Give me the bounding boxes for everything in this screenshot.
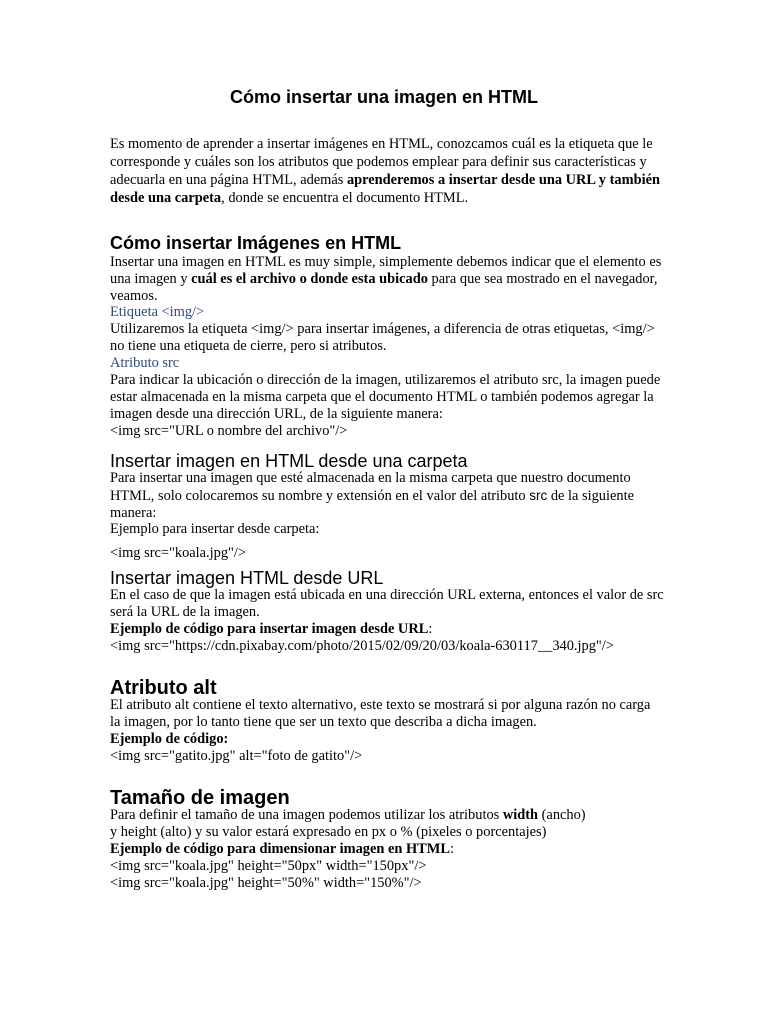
section1-text-end: para que sea mostrado en el navegador, veamos. [110, 271, 658, 304]
intro-text: Es momento de aprender a insertar imágenes en HTML, conozcamos cuál es la etiqueta que le corresponde y cuáles son los atributos que podemos emplear para definir sus características y adecuarla en una página HTML, además [110, 136, 653, 188]
section-heading-insertar-imagenes: Cómo insertar Imágenes en HTML [110, 233, 402, 253]
page-title: Cómo insertar una imagen en HTML [229, 87, 539, 107]
section3-example-bold: Ejemplo de código para insertar imagen desde URL [110, 621, 429, 637]
section2-src-code: src [529, 488, 548, 503]
code-example-gatito: <img src="gatito.jpg" alt="foto de gatito"/> [110, 748, 363, 764]
section5-example-bold: Ejemplo de código para dimensionar imagen en HTML [110, 841, 450, 857]
code-example-size-px: <img src="koala.jpg" height="50px" width="150px"/> [110, 858, 427, 874]
section4-example-bold: Ejemplo de código: [110, 731, 229, 747]
section1-bold: cuál es el archivo o donde esta ubicado [191, 271, 428, 287]
code-example-koala-url: <img src="https://cdn.pixabay.com/photo/2015/02/09/20/03/koala-630117__340.jpg"/> [110, 638, 614, 654]
subheading-atributo-src: Atributo src [110, 355, 180, 371]
section5-text: Para definir el tamaño de una imagen podemos utilizar los atributos [110, 807, 503, 823]
section-heading-desde-url: Insertar imagen HTML desde URL [110, 568, 384, 588]
section1-text: Insertar una imagen en HTML es muy simple, simplemente debemos indicar que el elemento es una imagen y [110, 254, 662, 287]
etiqueta-paragraph: Utilizaremos la etiqueta <img/> para insertar imágenes, a diferencia de otras etiquetas, <img/> no tiene una etiqueta de cierre, pero si atributos. [110, 321, 655, 354]
section1-paragraph [110, 254, 670, 305]
intro-paragraph [110, 135, 670, 207]
section3-example-colon: : [428, 621, 433, 637]
section3-example-label [110, 621, 670, 638]
subheading-etiqueta-img: Etiqueta <img/> [110, 304, 205, 320]
section-heading-atributo-alt: Atributo alt [110, 677, 217, 699]
section5-bold-width: width [502, 807, 539, 823]
section2-example-label: Ejemplo para insertar desde carpeta: [110, 521, 320, 537]
section-heading-tamano-imagen: Tamaño de imagen [110, 787, 290, 809]
section5-text-mid: (ancho) [538, 807, 586, 823]
code-example-url-or-file: <img src="URL o nombre del archivo"/> [110, 423, 348, 439]
section4-paragraph: El atributo alt contiene el texto alternativo, este texto se mostrará si por alguna razón no carga la imagen, por lo tanto tiene que ser un texto que describa a dicha imagen. [110, 697, 651, 730]
code-example-size-percent: <img src="koala.jpg" height="50%" width="150%"/> [110, 875, 422, 891]
section-heading-desde-carpeta: Insertar imagen en HTML desde una carpeta [110, 451, 468, 471]
section2-text-end: de la siguiente manera: [110, 488, 634, 521]
section3-paragraph: En el caso de que la imagen está ubicada en una dirección URL externa, entonces el valor de src será la URL de la imagen. [110, 587, 664, 620]
intro-text-end: , donde se encuentra el documento HTML. [221, 190, 469, 206]
code-example-koala-folder: <img src="koala.jpg"/> [110, 545, 247, 561]
section5-example-label [110, 841, 670, 858]
atributo-src-paragraph: Para indicar la ubicación o dirección de la imagen, utilizaremos el atributo src, la imagen puede estar almacenada en la misma carpeta que el documento HTML o también podemos agregar la imagen desde una dirección URL, de la siguiente manera: [110, 372, 661, 422]
section2-paragraph [110, 470, 670, 522]
section4-example-label [110, 731, 670, 748]
section5-paragraph-line2: y height (alto) y su valor estará expresado en px o % (pixeles o porcentajes) [110, 824, 547, 840]
section5-example-colon: : [449, 841, 454, 857]
intro-bold: aprenderemos a insertar desde una URL y también desde una carpeta [110, 172, 660, 206]
section2-text: Para insertar una imagen que esté almacenada en la misma carpeta que nuestro documento HTML, solo colocaremos su nombre y extensión en el valor del atributo [110, 470, 631, 504]
section5-paragraph-line1 [110, 807, 670, 824]
